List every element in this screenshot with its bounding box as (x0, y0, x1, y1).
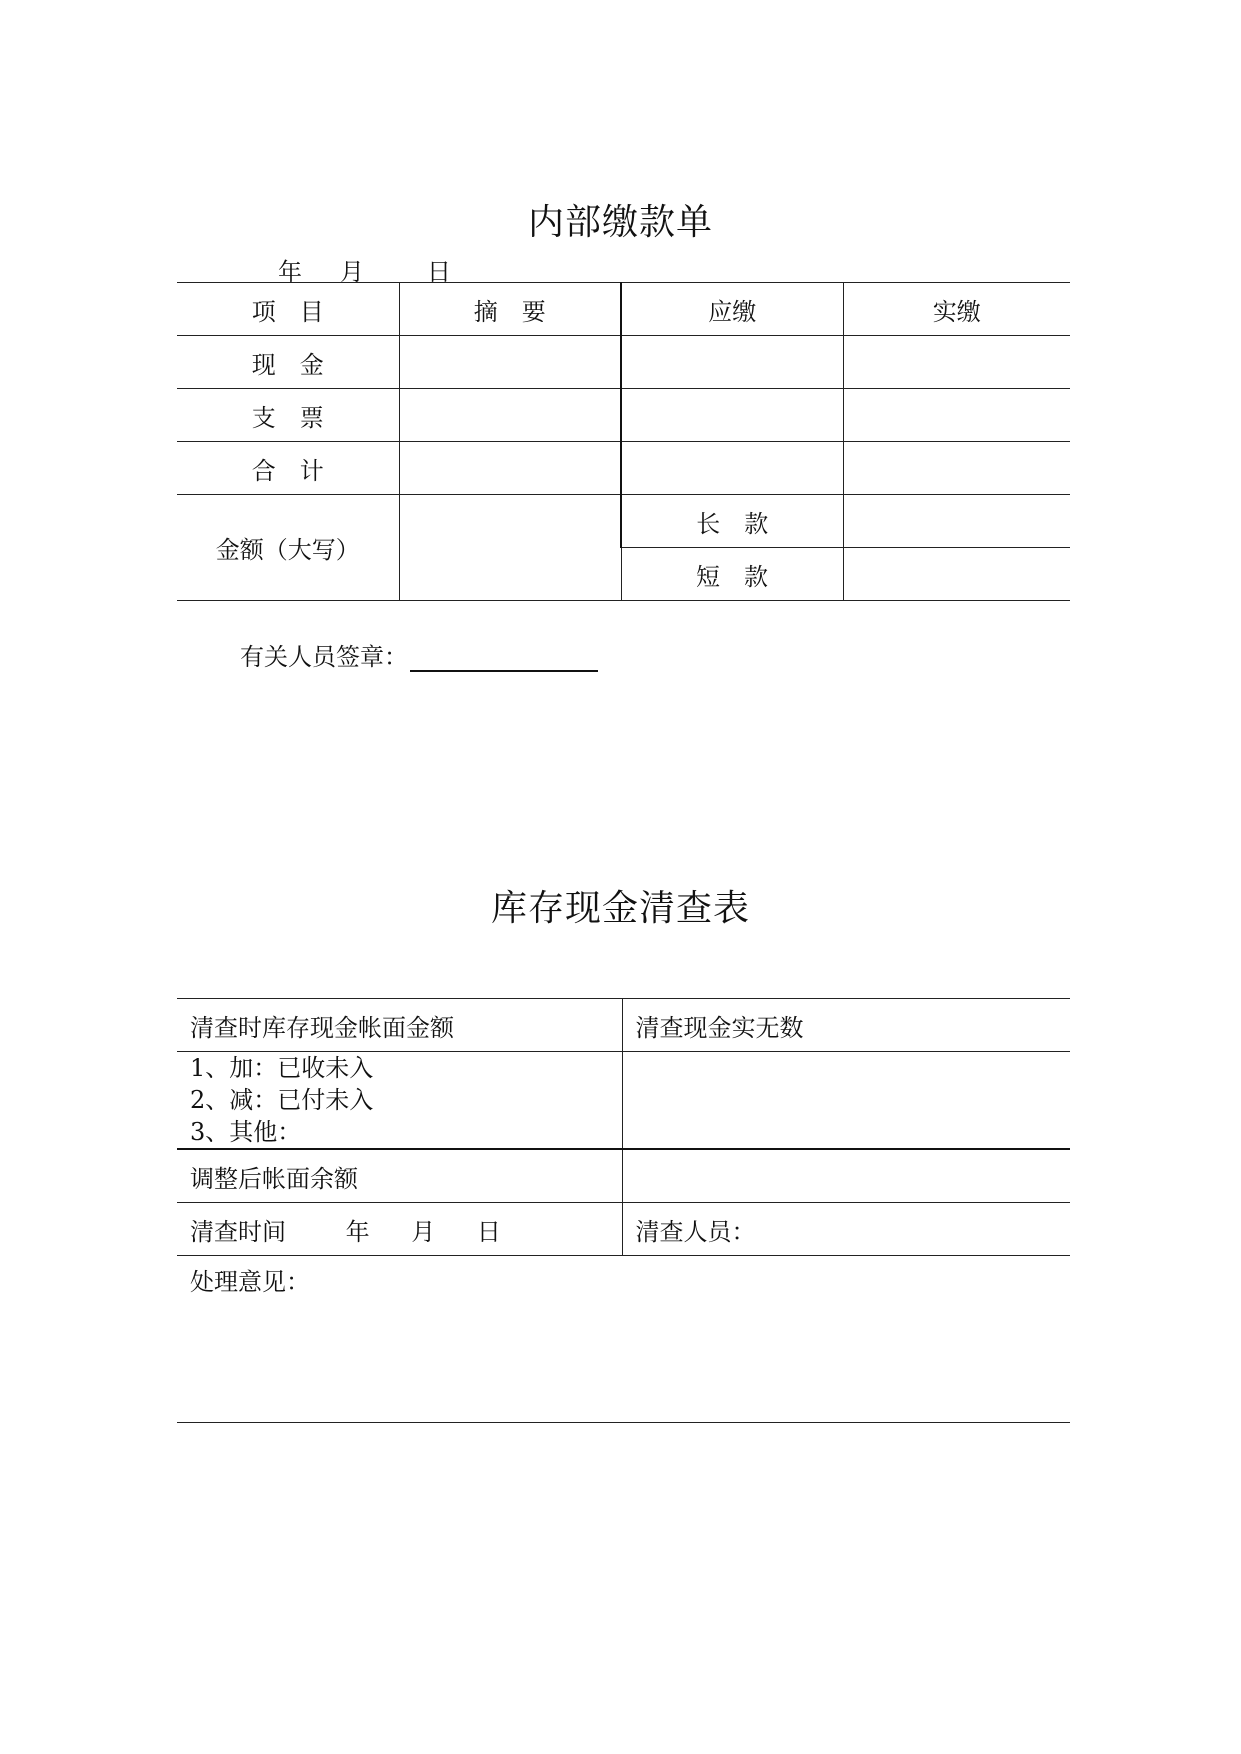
signature-label: 有关人员签章： (240, 643, 408, 671)
table-row (177, 1052, 1070, 1150)
header-payable: 应缴 (621, 283, 843, 336)
adjustment-add: 1、加：已收未入 (190, 1054, 374, 1082)
cash-check-table (177, 998, 1070, 1423)
adjustments-list (177, 1052, 622, 1150)
check-time-day: 日 (476, 1217, 501, 1246)
cash-actual-cell[interactable] (843, 336, 1070, 389)
header-summary: 摘 要 (399, 283, 621, 336)
checker-label: 清查人员： (622, 1203, 1070, 1256)
header-item: 项 目 (177, 283, 399, 336)
row-label-total: 合 计 (177, 442, 399, 495)
short-value-cell[interactable] (843, 548, 1070, 601)
check-payable-cell[interactable] (621, 389, 843, 442)
cash-summary-cell[interactable] (399, 336, 621, 389)
date-year: 年 (278, 258, 302, 286)
total-actual-cell[interactable] (843, 442, 1070, 495)
check-time-cell (177, 1203, 622, 1256)
table-row (177, 389, 1070, 442)
date-day: 日 (427, 258, 451, 286)
form1-title: 内部缴款单 (527, 202, 713, 243)
date-month: 月 (340, 258, 364, 286)
row-label-check: 支 票 (177, 389, 399, 442)
table-row (177, 442, 1070, 495)
row-label-amount-upper: 金额（大写） (177, 495, 399, 601)
adjusted-balance-value-cell[interactable] (622, 1149, 1070, 1203)
table-row (177, 283, 1070, 336)
table-row (177, 336, 1070, 389)
adjustment-other: 3、其他： (190, 1118, 302, 1146)
payment-slip-table (177, 282, 1070, 601)
signature-line[interactable] (410, 648, 598, 672)
table-row (177, 999, 1070, 1052)
total-summary-cell[interactable] (399, 442, 621, 495)
adjustments-value-cell[interactable] (622, 1052, 1070, 1150)
actual-cash-label: 清查现金实无数 (622, 999, 1070, 1052)
cash-payable-cell[interactable] (621, 336, 843, 389)
form2-title: 库存现金清查表 (490, 888, 750, 929)
long-value-cell[interactable] (843, 495, 1070, 548)
row-label-cash: 现 金 (177, 336, 399, 389)
table-row (177, 1203, 1070, 1256)
table-row (177, 1256, 1070, 1423)
opinion-label: 处理意见： (190, 1268, 310, 1296)
opinion-cell[interactable] (177, 1256, 1070, 1423)
adjusted-balance-label: 调整后帐面余额 (177, 1149, 622, 1203)
book-amount-label: 清查时库存现金帐面金额 (177, 999, 622, 1052)
total-payable-cell[interactable] (621, 442, 843, 495)
check-actual-cell[interactable] (843, 389, 1070, 442)
adjustment-subtract: 2、减：已付未入 (190, 1086, 374, 1114)
header-actual: 实缴 (843, 283, 1070, 336)
check-time-label: 清查时间 (190, 1217, 286, 1246)
long-label: 长 款 (621, 495, 843, 548)
check-summary-cell[interactable] (399, 389, 621, 442)
table-row (177, 1149, 1070, 1203)
amount-upper-cell[interactable] (399, 495, 621, 601)
table-row (177, 495, 1070, 548)
check-time-year: 年 (345, 1217, 370, 1246)
short-label: 短 款 (621, 548, 843, 601)
check-time-month: 月 (411, 1217, 436, 1246)
signature-row (240, 637, 598, 672)
